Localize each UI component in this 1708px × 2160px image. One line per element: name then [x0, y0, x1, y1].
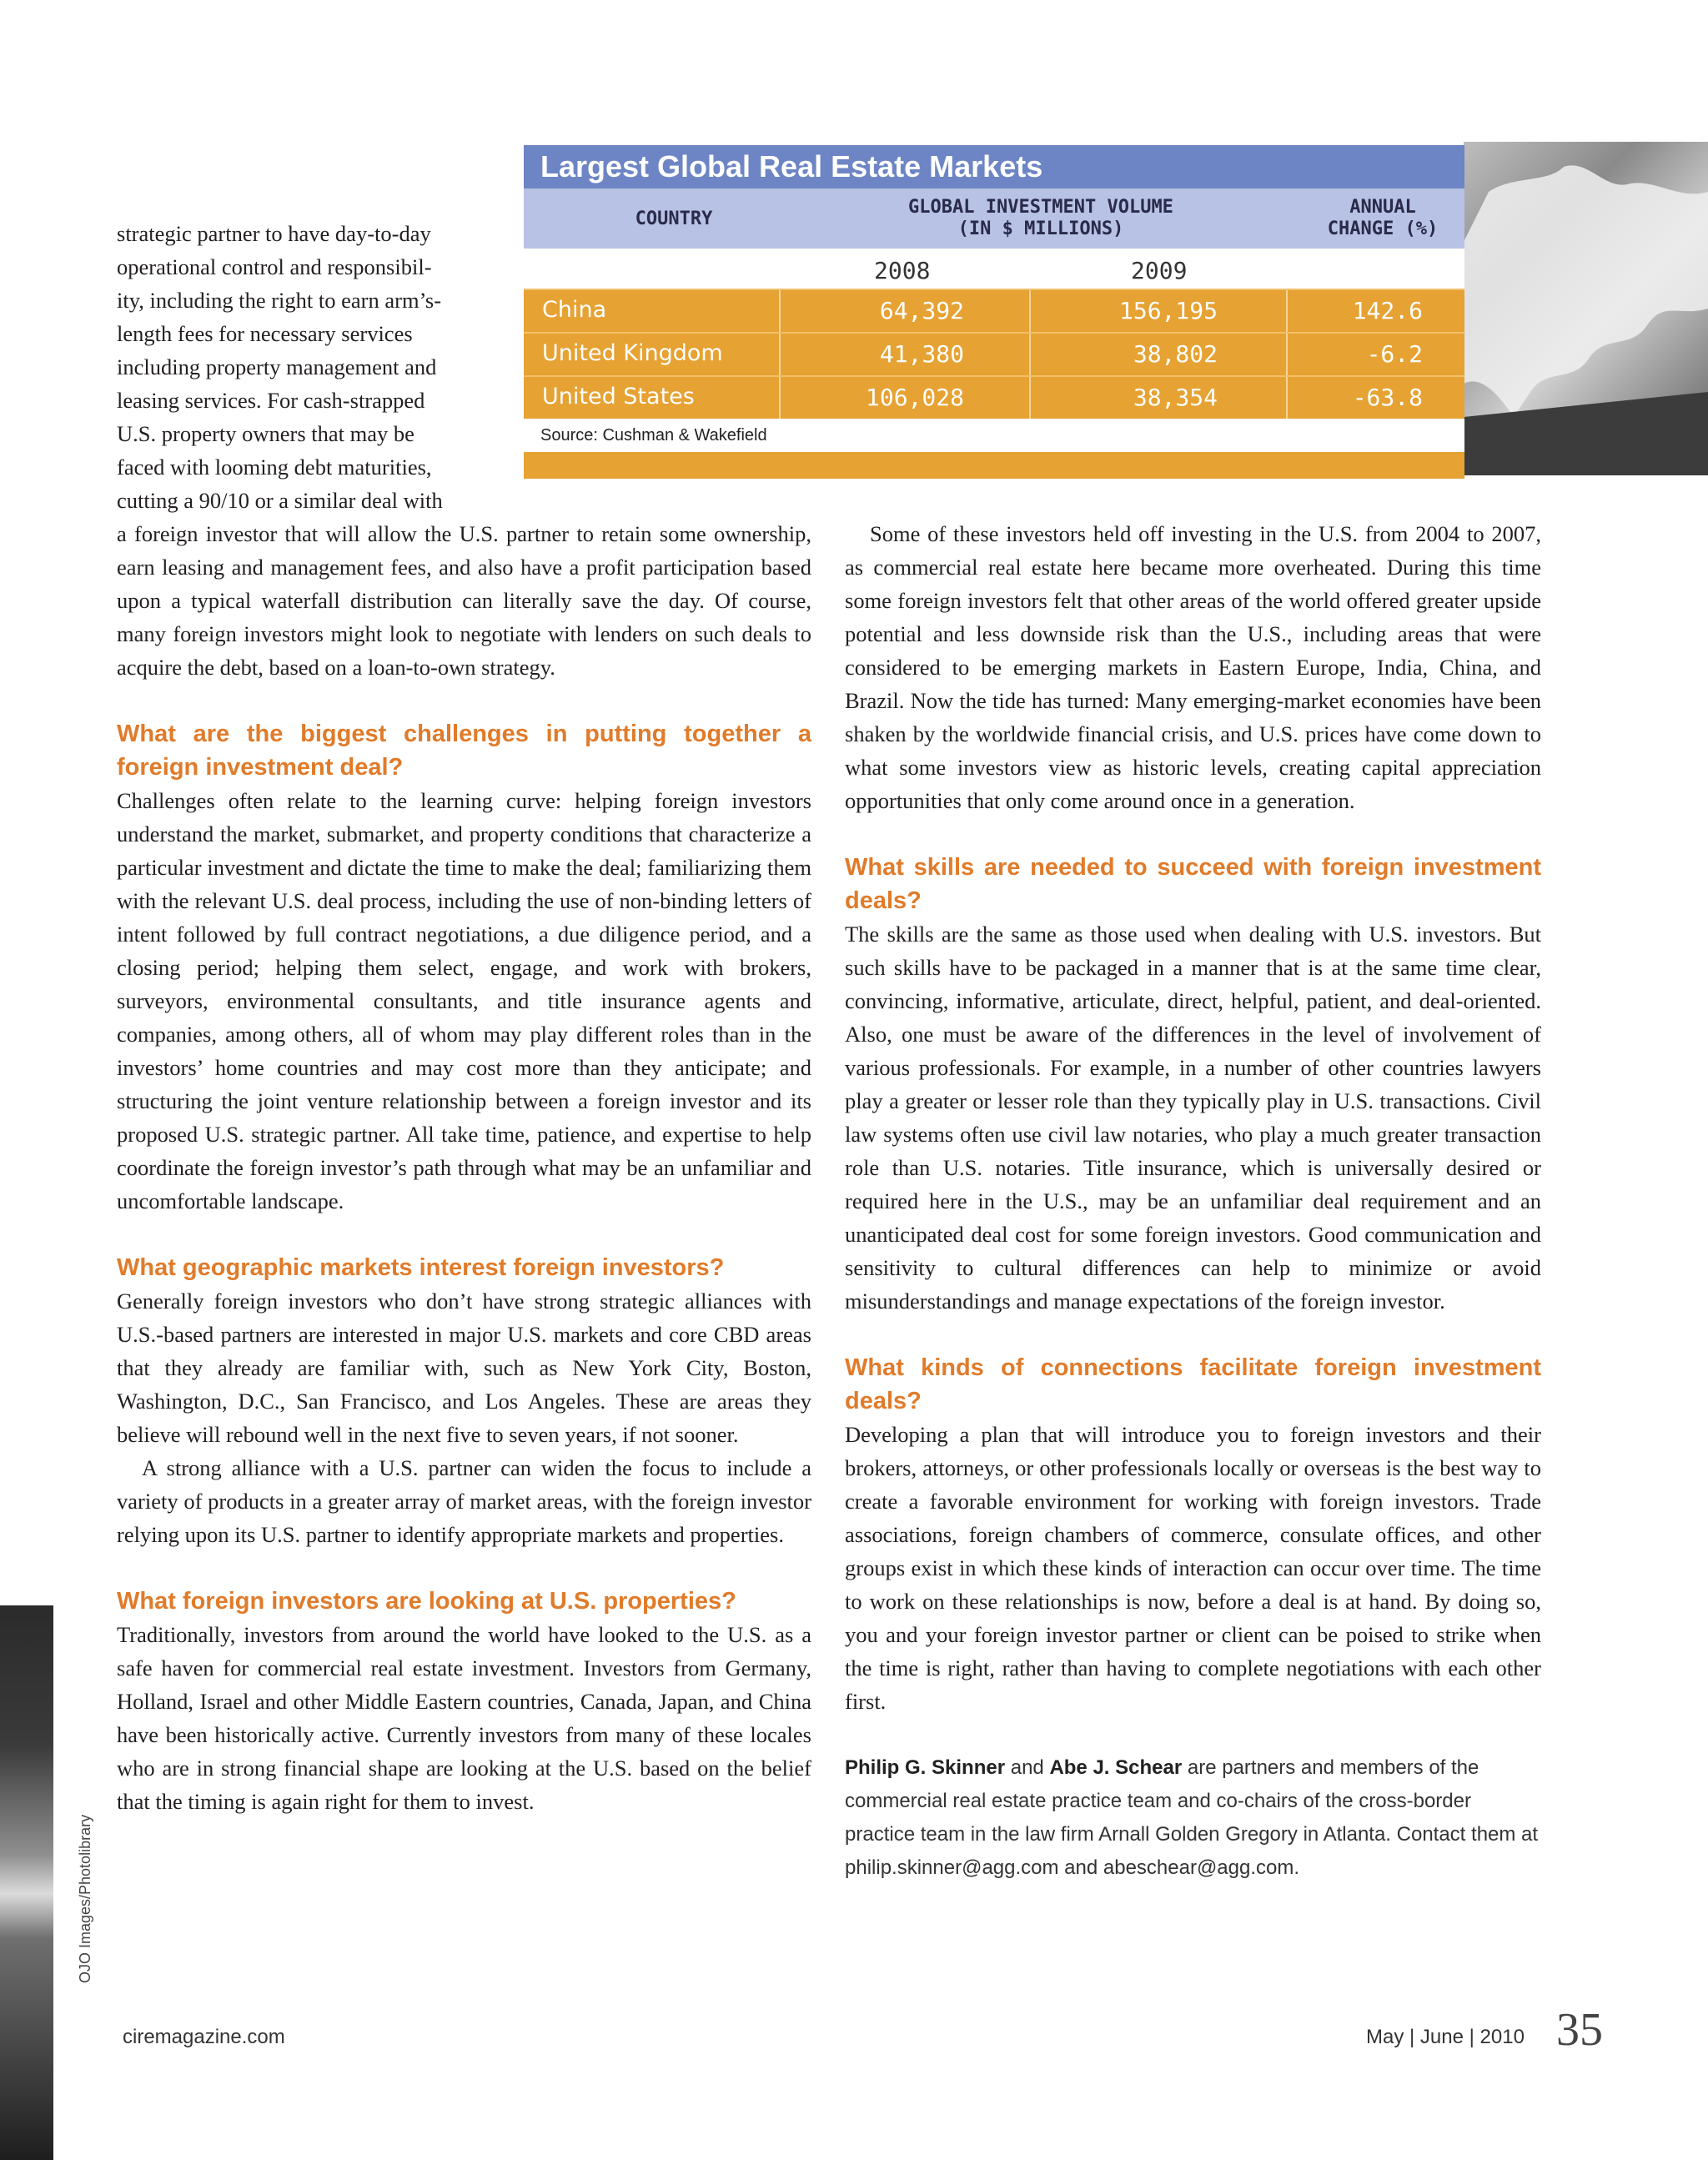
col-volume-2: (IN $ MILLIONS) — [957, 219, 1124, 239]
left-p1: a foreign investor that will allow the U.S. partner to retain some ownership, earn leasing and management fees, and also have a profit participation based upon a typical waterfall distribution can literally save the day. Of course, many foreign investors might look to negotiate with lenders on such deals to acquire the debt, based on a loan-to-own strategy. — [117, 521, 811, 680]
table-source: Source: Cushman & Wakefield — [524, 419, 1464, 452]
left-p4: A strong alliance with a U.S. partner can widen the focus to include a variety of products in a greater array of market areas, with the foreign investor relying upon its U.S. partner to identify appropriate markets and properties. — [117, 1455, 811, 1547]
table-row — [524, 375, 1464, 419]
heading-challenges: What are the biggest challenges in putting together a foreign investment deal? — [117, 721, 811, 781]
row-2009: 38,354 — [1133, 384, 1218, 411]
right-p1: Some of these investors held off investing in the U.S. from 2004 to 2007, as commercial real estate here became more overheated. During this time some foreign investors felt that other areas of the world offered greater upside potential and less downside risk than the U.S., including areas that were considered to be emerging markets in Eastern Europe, India, China, and Brazil. Now the tide has turned: Many emerging-market economies have been shaken by the worldwide financial crisis, and U.S. prices have come down to what some investors view as historic levels, creating capital appreciation opportunities that only come around once in a generation. — [845, 521, 1541, 813]
row-2008: 41,380 — [879, 340, 964, 368]
row-country: United States — [542, 384, 695, 409]
heading-which-investors: What foreign investors are looking at U.S. properties? — [117, 1588, 736, 1615]
europe-map-photo — [1464, 142, 1708, 475]
author-1: Philip G. Skinner — [845, 1756, 1006, 1779]
year-2009: 2009 — [1131, 257, 1188, 284]
row-country: China — [542, 297, 607, 323]
left-column — [117, 517, 811, 1818]
left-wrap-text: strategic partner to have day-to-day operational control and responsibil- ity, including the right to earn arm’s- length fees for necessary services including property management and leasing services. For cash-strapped U.S. property owners that may be faced with looming debt maturities, cutting a 90/10 or a similar deal with — [117, 221, 443, 513]
left-p5: Traditionally, investors from around the world have looked to the U.S. as a safe haven for commercial real estate investment. Investors from Germany, Holland, Israel and other Middle Eastern countries, Canada, Japan, and China have been historically active. Currently investors from many of these locales who are in strong financial shape are looking at the U.S. based on the belief that the timing is again right for them to invest. — [117, 1622, 811, 1814]
col-change-2: CHANGE (%) — [1327, 219, 1439, 239]
row-country: United Kingdom — [542, 340, 723, 366]
table-row — [524, 332, 1464, 375]
globe-photo — [0, 1605, 53, 2160]
right-p2: The skills are the same as those used when dealing with U.S. investors. But such skills have to be packaged in a manner that is at the same time clear, convincing, informative, articulate, direct, helpful, patient, and deal-oriented. Also, one must be aware of the differences in the level of involvement of various professionals. For example, in a number of other countries lawyers play a greater or lesser role than they typically play in U.S. transactions. Civil law systems often use civil law notaries, who play a much greater transaction role than U.S. notaries. Title insurance, which is universally desired or required here in the U.S., may be an unfamiliar deal requirement and an unanticipated deal cost for some foreign investors. Good communication and sensitivity to cultural differences can help to minimize or avoid misunderstandings and manage expectations of the foreign investor. — [845, 922, 1541, 1314]
row-2009: 38,802 — [1133, 340, 1218, 368]
heading-skills: What skills are needed to succeed with foreign investment deals? — [845, 854, 1541, 914]
table-years — [524, 249, 1464, 289]
footer-issue: May | June | 2010 — [1366, 2026, 1525, 2048]
col-volume-1: GLOBAL INVESTMENT VOLUME — [908, 197, 1173, 218]
right-p3: Developing a plan that will introduce you to foreign investors and their brokers, attorneys, or other professionals locally or overseas is the best way to create a favorable environment for working with foreign investors. Trade associations, foreign chambers of commerce, consulate offices, and other groups exist in which these kinds of interaction can occur over time. The time to work on these relationships is now, before a deal is at hand. By doing so, you and your foreign investor partner or client can be poised to strike when the time is right, rather than having to complete negotiations with each other first. — [845, 1422, 1541, 1714]
left-p3: Generally foreign investors who don’t have strong strategic alliances with U.S.-based partners are interested in major U.S. markets and core CBD areas that they already are familiar with, such as New York City, Boston, Washington, D.C., San Francisco, and Los Angeles. These are areas they believe will rebound well in the next five to seven years, if not sooner. — [117, 1288, 811, 1447]
row-change: 142.6 — [1352, 297, 1423, 324]
year-2008: 2008 — [874, 257, 931, 284]
heading-geographic: What geographic markets interest foreign investors? — [117, 1254, 725, 1281]
table-header — [524, 188, 1464, 249]
author-2: Abe J. Schear — [1049, 1756, 1183, 1779]
row-2008: 106,028 — [865, 384, 964, 411]
table-title: Largest Global Real Estate Markets — [524, 145, 1464, 188]
page-number: 35 — [1556, 2004, 1603, 2056]
row-2008: 64,392 — [879, 297, 964, 324]
row-2009: 156,195 — [1118, 297, 1218, 324]
table-bottom-bar — [524, 452, 1464, 479]
markets-table — [524, 145, 1464, 475]
col-country: COUNTRY — [635, 208, 713, 229]
row-change: -63.8 — [1352, 384, 1423, 411]
photo-credit: OJO Images/Photolibrary — [77, 1814, 93, 1983]
left-p2: Challenges often relate to the learning curve: helping foreign investors understand the market, submarket, and property conditions that characterize a particular investment and dictate the time to make the deal; familiarizing them with the relevant U.S. deal process, including the use of non-binding letters of intent followed by full contract negotiations, a due diligence period, and a closing period; helping them select, engage, and work with brokers, surveyors, environmental consultants, and title insurance agents and companies, among others, all of whom may play different roles than in the investors’ home countries and may cost more than they anticipate; and structuring the joint venture relationship between a foreign investor and its proposed U.S. strategic partner. All take time, patience, and expertise to help coordinate the foreign investor’s path through what may be an unfamiliar and uncomfortable landscape. — [117, 788, 811, 1213]
col-change-1: ANNUAL — [1349, 197, 1416, 218]
table-row — [524, 289, 1464, 332]
footer-site: ciremagazine.com — [123, 2026, 285, 2048]
author-bio: Philip G. Skinner and Abe J. Schear are partners and members of the commercial real estate practice team and co-chairs of the cross-border practice team in the law firm Arnall Golden Gregory in Atlanta. Contact them at philip.skinner@agg.com and abeschear@agg.com. — [845, 1756, 1539, 1879]
row-change: -6.2 — [1366, 340, 1423, 368]
heading-connections: What kinds of connections facilitate foreign investment deals? — [845, 1354, 1541, 1414]
right-column — [845, 517, 1541, 1885]
